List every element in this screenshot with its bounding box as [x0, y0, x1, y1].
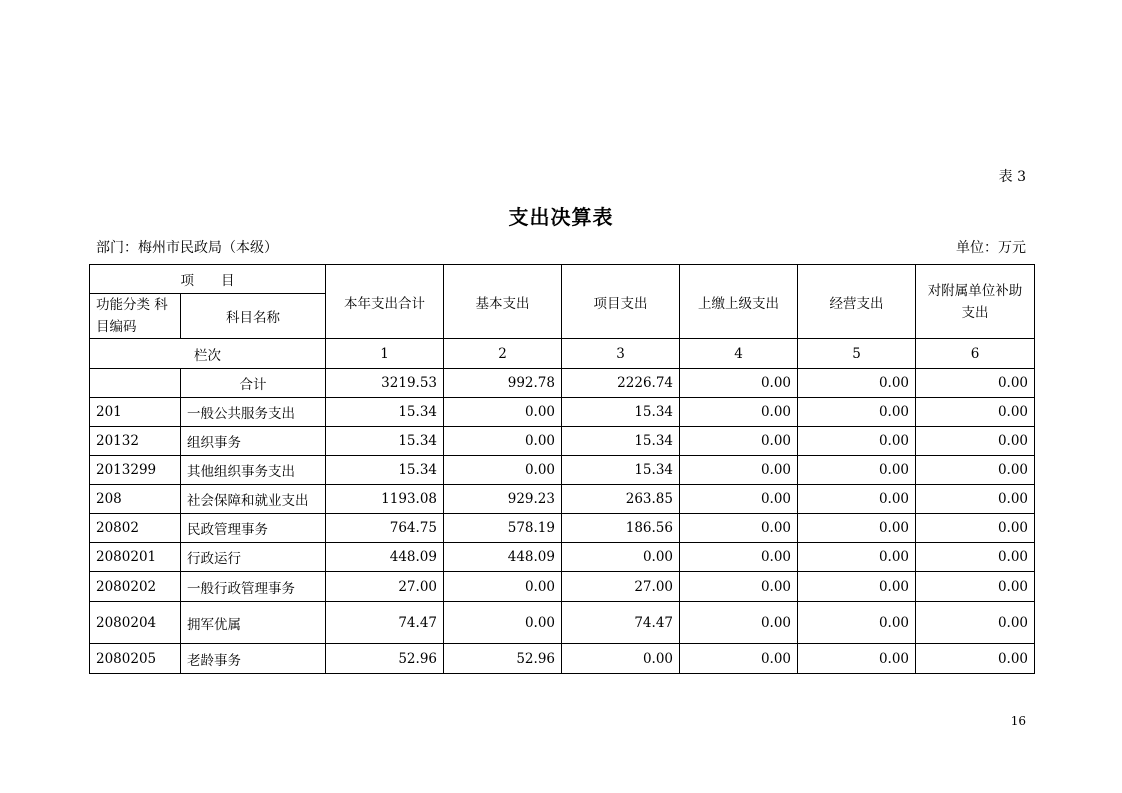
- func-code: [90, 369, 181, 398]
- func-code: 2080202: [90, 572, 181, 602]
- cell-project: 263.85: [562, 485, 680, 514]
- cell-subsidy: 0.00: [916, 456, 1035, 485]
- func-code: 2080205: [90, 644, 181, 674]
- cell-remit-upper: 0.00: [680, 456, 798, 485]
- col-index: 1: [326, 339, 444, 369]
- col-index: 3: [562, 339, 680, 369]
- func-code: 2013299: [90, 456, 181, 485]
- cell-project: 2226.74: [562, 369, 680, 398]
- cell-subsidy: 0.00: [916, 398, 1035, 427]
- cell-remit-upper: 0.00: [680, 543, 798, 572]
- page-title: 支出决算表: [508, 205, 614, 229]
- table-row: [90, 644, 1035, 674]
- subject-name: 组织事务: [181, 427, 326, 456]
- cell-total: 15.34: [326, 427, 444, 456]
- cell-basic: 0.00: [444, 602, 562, 644]
- cell-total: 52.96: [326, 644, 444, 674]
- subject-name: 一般行政管理事务: [181, 572, 326, 602]
- func-code: 201: [90, 398, 181, 427]
- cell-subsidy: 0.00: [916, 543, 1035, 572]
- cell-total: 15.34: [326, 398, 444, 427]
- cell-basic: 0.00: [444, 572, 562, 602]
- table-row: [90, 602, 1035, 644]
- cell-basic: 578.19: [444, 514, 562, 543]
- header-remit-upper: 上缴上级支出: [680, 265, 798, 339]
- col-index: 6: [916, 339, 1035, 369]
- header-item: 项 目: [90, 265, 326, 294]
- cell-project: 15.34: [562, 456, 680, 485]
- cell-operating: 0.00: [798, 543, 916, 572]
- cell-basic: 52.96: [444, 644, 562, 674]
- department-label: 部门：梅州市民政局（本级）: [96, 240, 278, 256]
- subject-name: 老龄事务: [181, 644, 326, 674]
- subject-name: 一般公共服务支出: [181, 398, 326, 427]
- table-row: [90, 485, 1035, 514]
- cell-subsidy: 0.00: [916, 572, 1035, 602]
- col-index: 4: [680, 339, 798, 369]
- cell-project: 0.00: [562, 543, 680, 572]
- row-index-label: 栏次: [90, 339, 326, 369]
- cell-subsidy: 0.00: [916, 485, 1035, 514]
- table-number: 表 3: [998, 169, 1026, 185]
- subject-name: 社会保障和就业支出: [181, 485, 326, 514]
- header-project: 项目支出: [562, 265, 680, 339]
- cell-subsidy: 0.00: [916, 427, 1035, 456]
- cell-basic: 0.00: [444, 398, 562, 427]
- header-operating: 经营支出: [798, 265, 916, 339]
- subject-name: 拥军优属: [181, 602, 326, 644]
- cell-remit-upper: 0.00: [680, 644, 798, 674]
- expenditure-table: [89, 264, 1035, 674]
- cell-total: 448.09: [326, 543, 444, 572]
- cell-remit-upper: 0.00: [680, 485, 798, 514]
- cell-project: 15.34: [562, 398, 680, 427]
- subject-name: 合计: [181, 369, 326, 398]
- cell-project: 15.34: [562, 427, 680, 456]
- cell-subsidy: 0.00: [916, 369, 1035, 398]
- cell-project: 186.56: [562, 514, 680, 543]
- cell-total: 3219.53: [326, 369, 444, 398]
- header-basic: 基本支出: [444, 265, 562, 339]
- col-index: 5: [798, 339, 916, 369]
- header-subject-name: 科目名称: [181, 294, 326, 339]
- func-code: 20132: [90, 427, 181, 456]
- cell-remit-upper: 0.00: [680, 398, 798, 427]
- cell-total: 1193.08: [326, 485, 444, 514]
- cell-operating: 0.00: [798, 644, 916, 674]
- cell-total: 74.47: [326, 602, 444, 644]
- cell-total: 15.34: [326, 456, 444, 485]
- cell-basic: 0.00: [444, 427, 562, 456]
- cell-operating: 0.00: [798, 514, 916, 543]
- cell-operating: 0.00: [798, 572, 916, 602]
- cell-operating: 0.00: [798, 369, 916, 398]
- func-code: 20802: [90, 514, 181, 543]
- header-func-code: 功能分类 科目编码: [90, 294, 181, 339]
- func-code: 2080204: [90, 602, 181, 644]
- cell-subsidy: 0.00: [916, 644, 1035, 674]
- subject-name: 行政运行: [181, 543, 326, 572]
- cell-basic: 448.09: [444, 543, 562, 572]
- cell-remit-upper: 0.00: [680, 572, 798, 602]
- cell-operating: 0.00: [798, 427, 916, 456]
- cell-remit-upper: 0.00: [680, 369, 798, 398]
- cell-operating: 0.00: [798, 485, 916, 514]
- header-subsidy: 对附属单位补助 支出: [916, 265, 1035, 339]
- func-code: 208: [90, 485, 181, 514]
- page-number: 16: [1010, 714, 1026, 728]
- header-total: 本年支出合计: [326, 265, 444, 339]
- cell-operating: 0.00: [798, 602, 916, 644]
- table-row: [90, 543, 1035, 572]
- cell-operating: 0.00: [798, 456, 916, 485]
- table-row: [90, 427, 1035, 456]
- cell-basic: 929.23: [444, 485, 562, 514]
- cell-subsidy: 0.00: [916, 514, 1035, 543]
- table-row: [90, 456, 1035, 485]
- cell-subsidy: 0.00: [916, 602, 1035, 644]
- func-code: 2080201: [90, 543, 181, 572]
- table-row: [90, 369, 1035, 398]
- cell-total: 764.75: [326, 514, 444, 543]
- cell-remit-upper: 0.00: [680, 514, 798, 543]
- cell-remit-upper: 0.00: [680, 427, 798, 456]
- cell-operating: 0.00: [798, 398, 916, 427]
- table-row: [90, 572, 1035, 602]
- cell-basic: 992.78: [444, 369, 562, 398]
- subject-name: 民政管理事务: [181, 514, 326, 543]
- col-index: 2: [444, 339, 562, 369]
- cell-basic: 0.00: [444, 456, 562, 485]
- cell-project: 74.47: [562, 602, 680, 644]
- cell-project: 27.00: [562, 572, 680, 602]
- table-row: [90, 514, 1035, 543]
- table-row: [90, 398, 1035, 427]
- cell-total: 27.00: [326, 572, 444, 602]
- subject-name: 其他组织事务支出: [181, 456, 326, 485]
- unit-label: 单位：万元: [956, 240, 1026, 256]
- cell-remit-upper: 0.00: [680, 602, 798, 644]
- cell-project: 0.00: [562, 644, 680, 674]
